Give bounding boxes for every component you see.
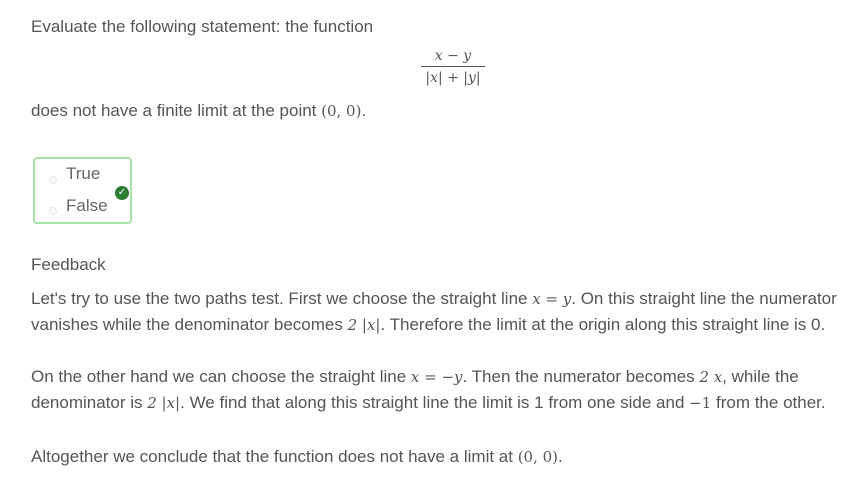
feedback-text: . We find that along this straight line the limit is 1 from one side and [180, 393, 690, 412]
radio-false[interactable] [49, 207, 57, 215]
fraction-numerator: x − y [434, 48, 472, 64]
feedback-paragraph-3 [31, 444, 856, 470]
question-tail [31, 101, 366, 121]
option-false-label[interactable]: False [66, 196, 108, 215]
feedback-text: from the other. [711, 393, 826, 412]
point-math: (0, 0) [321, 102, 362, 120]
function-fraction [421, 47, 485, 87]
answer-options [33, 157, 132, 224]
fraction-denominator: |x| + |y| [425, 70, 481, 86]
question-intro: Evaluate the following statement: the function [31, 17, 374, 36]
feedback-text: . Therefore the limit at the origin along this straight line is 0. [380, 315, 826, 334]
math-inline: x = −y [410, 368, 463, 386]
math-inline: x = y [532, 290, 572, 308]
feedback-text: Altogether we conclude that the function does not have a limit at [31, 447, 518, 466]
feedback-text: . [558, 447, 563, 466]
math-inline: 2 |x| [347, 316, 381, 334]
feedback-text: Let's try to use the two paths test. First we choose the straight line [31, 289, 533, 308]
feedback-text: . Then the numerator becomes [462, 367, 700, 386]
feedback-title: Feedback [31, 255, 106, 274]
feedback-text: , while the denominator is [31, 367, 799, 412]
math-inline: 2 |x| [147, 394, 181, 412]
feedback-text: . On this straight line the numerator vanishes while the denominator becomes [31, 289, 837, 334]
check-circle-icon: ✓ [115, 186, 129, 200]
fraction-bar [421, 66, 485, 67]
math-inline: (0, 0) [517, 448, 559, 466]
option-true-label[interactable]: True [66, 164, 101, 183]
question-tail-text: does not have a finite limit at the point [31, 101, 322, 120]
radio-true[interactable] [49, 176, 57, 184]
feedback-paragraph-1 [31, 286, 856, 338]
math-inline: 2 x [699, 368, 723, 386]
feedback-paragraph-2 [31, 364, 856, 416]
question-tail-end: . [361, 101, 367, 120]
feedback-text: On the other hand we can choose the straight line [31, 367, 411, 386]
math-inline: −1 [689, 394, 712, 412]
